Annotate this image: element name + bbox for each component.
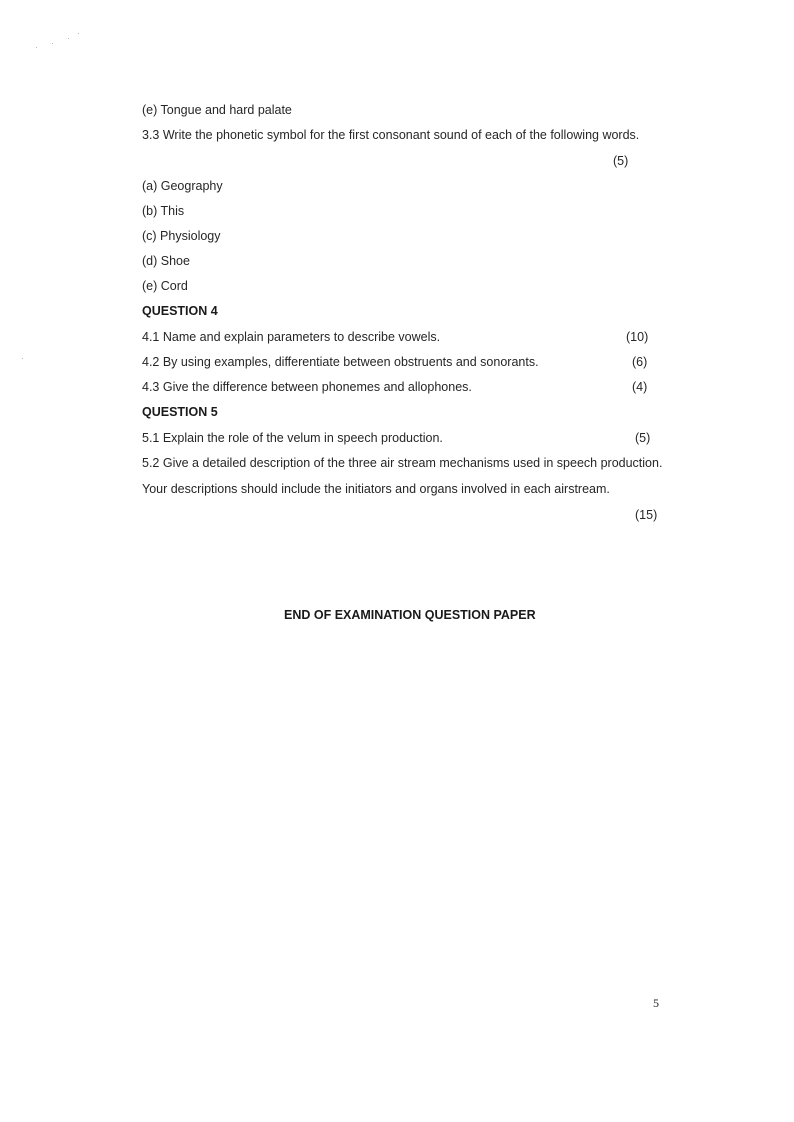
- q3-3-marks: (5): [613, 154, 629, 168]
- scan-speck: [52, 43, 53, 44]
- q3-3-text: 3.3 Write the phonetic symbol for the first consonant sound of each of the following words.: [142, 128, 640, 142]
- q3-3-item-d: (d) Shoe: [142, 254, 190, 268]
- q3-3-item-e: (e) Cord: [142, 279, 188, 293]
- q3-3-item-b: (b) This: [142, 204, 185, 218]
- scan-speck: [78, 33, 79, 34]
- q5-1-marks: (5): [635, 431, 651, 445]
- page-number: 5: [653, 996, 659, 1010]
- q5-2-marks: (15): [635, 508, 658, 522]
- q4-1-marks: (10): [626, 330, 649, 344]
- q5-2-text-line1: 5.2 Give a detailed description of the three air stream mechanisms used in speech production.: [142, 456, 663, 470]
- q5-1-text: 5.1 Explain the role of the velum in speech production.: [142, 431, 443, 445]
- q4-1-text: 4.1 Name and explain parameters to describe vowels.: [142, 330, 441, 344]
- q4-2-marks: (6): [632, 355, 648, 369]
- q3-3-item-c: (c) Physiology: [142, 229, 221, 243]
- q3-3-item-a: (a) Geography: [142, 179, 223, 193]
- q4-2-text: 4.2 By using examples, differentiate between obstruents and sonorants.: [142, 355, 539, 369]
- scan-speck: [68, 38, 69, 39]
- q5-2-text-line2: Your descriptions should include the initiators and organs involved in each airstream.: [142, 482, 610, 496]
- scan-speck: [22, 358, 23, 359]
- question-4-heading: QUESTION 4: [142, 304, 218, 318]
- q3-2-item-e: (e) Tongue and hard palate: [142, 103, 292, 117]
- q4-3-text: 4.3 Give the difference between phonemes and allophones.: [142, 380, 472, 394]
- end-of-paper-text: END OF EXAMINATION QUESTION PAPER: [284, 608, 536, 622]
- scan-speck: [36, 47, 37, 48]
- q4-3-marks: (4): [632, 380, 648, 394]
- question-5-heading: QUESTION 5: [142, 405, 218, 419]
